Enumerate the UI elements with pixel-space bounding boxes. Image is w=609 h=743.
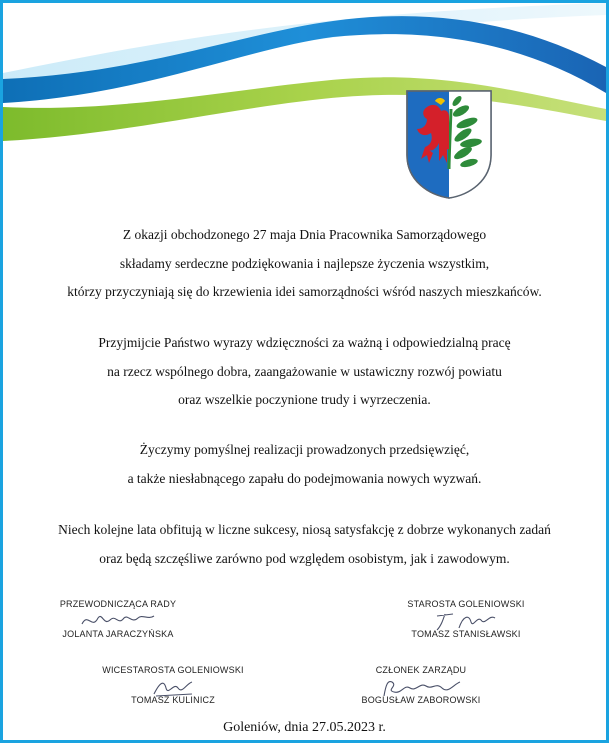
text-line: Z okazji obchodzonego 27 maja Dnia Pracownika Samorządowego [122, 227, 487, 242]
paragraph-2 [3, 329, 606, 415]
paragraph-3 [3, 436, 606, 493]
text-line: Życzymy pomyślnej realizacji prowadzonych przedsięwzięć, [139, 442, 470, 457]
text-line: oraz będą szczęśliwe zarówno pod względem osobistym, jak i zawodowym. [99, 550, 510, 566]
text-line: składamy serdeczne podziękowania i najlepsze życzenia wszystkim, [119, 255, 490, 271]
text-line: a także niesłabnącego zapału do podejmowania nowych wyzwań. [127, 470, 482, 486]
signature-block-board-member [346, 665, 496, 705]
signature-role: PRZEWODNICZĄCA RADY [59, 599, 177, 609]
text-line: Niech kolejne lata obfitują w liczne sukcesy, niosą satysfakcję z dobrze wykonanych zadań [58, 522, 551, 537]
paragraph-4 [3, 516, 606, 573]
text-line: na rzecz wspólnego dobra, zaangażowanie w ustawiczny rozwój powiatu [107, 363, 502, 379]
handwritten-signature-icon [148, 676, 198, 698]
signature-role: STAROSTA GOLENIOWSKI [407, 599, 525, 609]
text-line: oraz wszelkie poczynione trudy i wyrzeczenia. [178, 392, 431, 407]
place-and-date: Goleniów, dnia 27.05.2023 r. [223, 720, 386, 735]
decorative-wave-header [3, 3, 606, 153]
text-line: Przyjmijcie Państwo wyrazy wdzięczności za ważną i odpowiedzialną pracę [98, 335, 511, 350]
handwritten-signature-icon [78, 610, 158, 632]
signature-block-vice-starost [88, 665, 258, 705]
signature-block-chair [38, 599, 198, 639]
handwritten-signature-icon [376, 676, 466, 698]
coat-of-arms-icon [405, 89, 493, 199]
signature-role: WICESTAROSTA GOLENIOWSKI [102, 665, 244, 675]
signature-role: CZŁONEK ZARZĄDU [375, 665, 467, 675]
signature-name: JOLANTA JARACZYŃSKA [62, 629, 174, 639]
signature-name: TOMASZ KULINICZ [131, 695, 215, 705]
signature-block-starost [386, 599, 546, 639]
signature-name: TOMASZ STANISŁAWSKI [411, 629, 521, 639]
paragraph-1 [3, 221, 606, 307]
signature-name: BOGUSŁAW ZABOROWSKI [361, 695, 481, 705]
handwritten-signature-icon [431, 610, 501, 632]
text-line: którzy przyczyniają się do krzewienia idei samorządności wśród naszych mieszkańców. [67, 284, 542, 299]
